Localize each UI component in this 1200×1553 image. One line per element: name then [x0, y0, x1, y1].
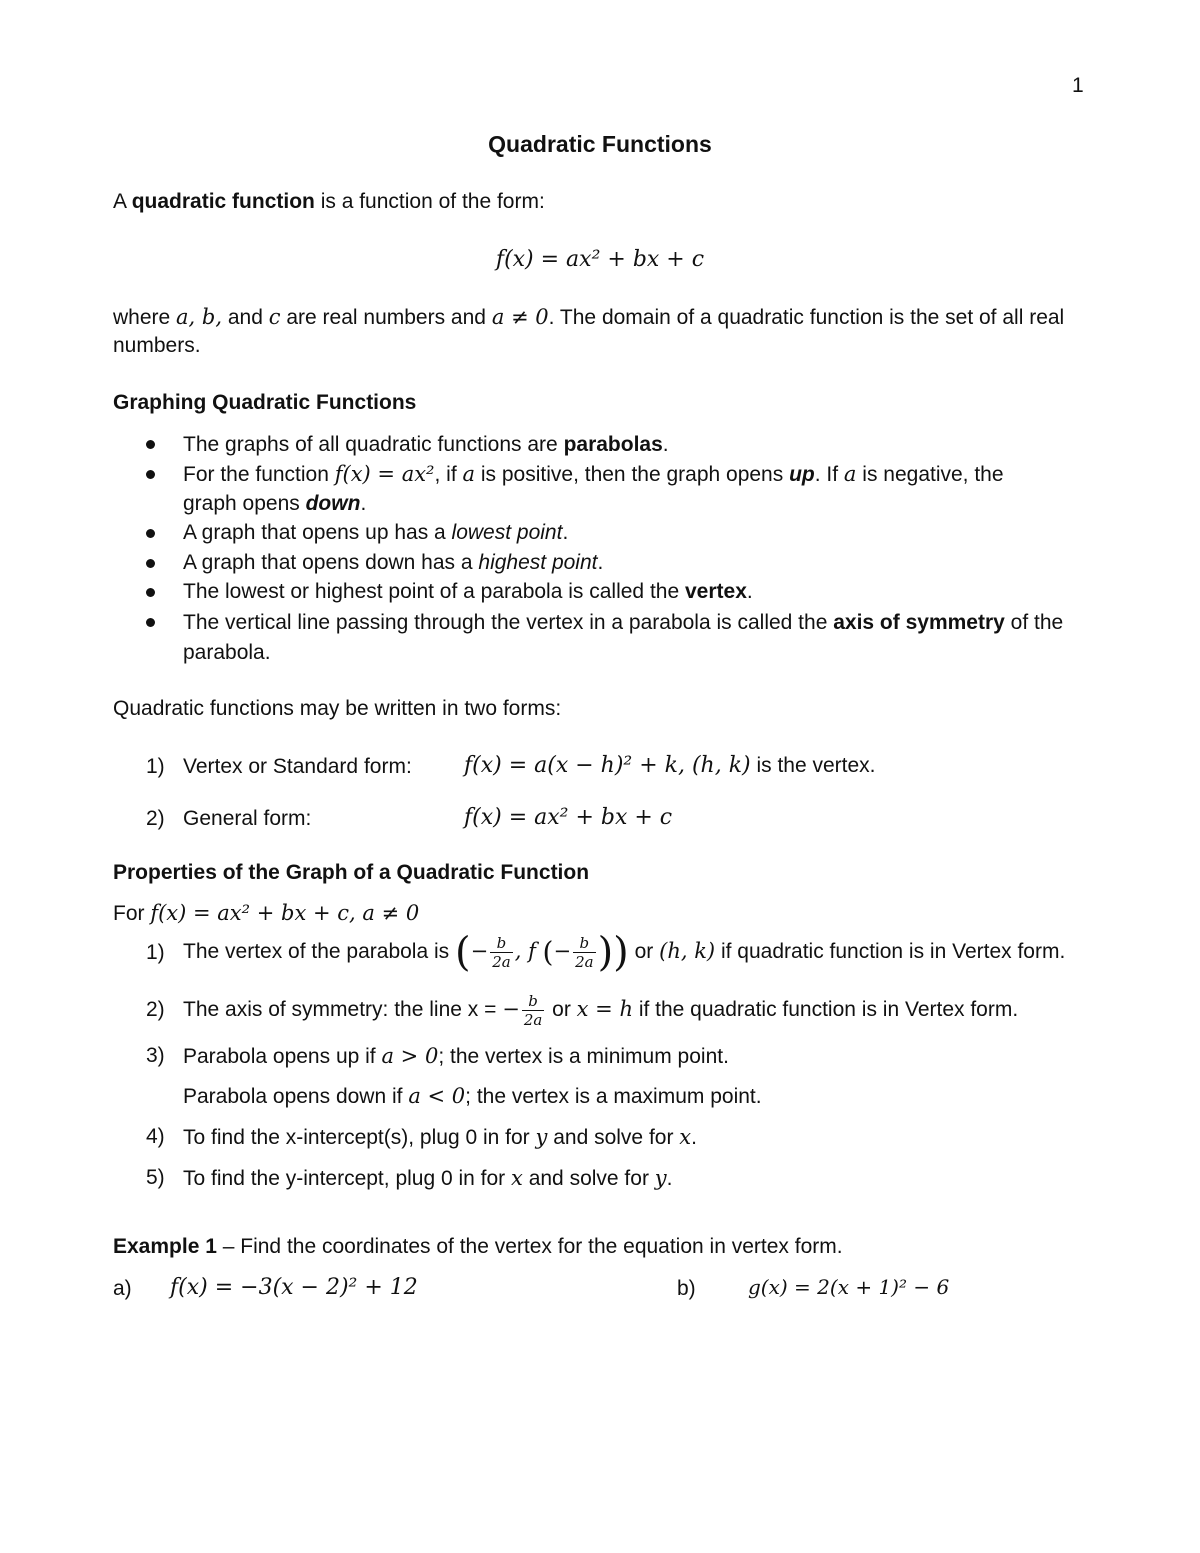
example-a-equation: f(x) = −3(x − 2)² + 12 [170, 1275, 418, 1300]
property-number: 2) [146, 998, 165, 1021]
general-form-label: General form: [183, 807, 312, 830]
bullet-icon [146, 588, 155, 597]
bullet-icon [146, 470, 155, 479]
forms-intro: Quadratic functions may be written in two forms: [113, 697, 562, 720]
bullet-axis-of-symmetry: The vertical line passing through the vertex in a parabola is called the axis of symmetry of the [183, 611, 1064, 634]
bullet-icon [146, 618, 155, 627]
form-number: 1) [146, 755, 165, 778]
bullet-lowest-point: A graph that opens up has a lowest point. [183, 521, 569, 544]
where-line-2: numbers. [113, 334, 201, 357]
bullet-icon [146, 440, 155, 449]
bullet-opens-down-cont: graph opens down. [183, 492, 367, 515]
bullet-icon [146, 559, 155, 568]
property-opens-down: Parabola opens down if a < 0; the vertex is a maximum point. [183, 1084, 762, 1108]
example-b-label: b) [677, 1277, 696, 1300]
vertex-form-label: Vertex or Standard form: [183, 755, 412, 778]
property-vertex: The vertex of the parabola is (− $\frac{b}{2a}$ , f (− $\frac{b}{2a}$ )) or (h, k) if quadratic function is in Vertex form. [183, 929, 1066, 976]
properties-heading: Properties of the Graph of a Quadratic Function [113, 861, 590, 884]
property-axis: The axis of symmetry: the line x = − $\frac{b}{2a}$ or x = h if the quadratic function is in Vertex form. [183, 991, 1019, 1029]
property-number: 4) [146, 1125, 165, 1148]
form-number: 2) [146, 807, 165, 830]
page-title: Quadratic Functions [488, 131, 712, 157]
example-b-equation: g(x) = 2(x + 1)² − 6 [748, 1275, 950, 1299]
where-line-1: where a, b, and c are real numbers and a ≠ 0. The domain of a quadratic function is the set of all real [113, 305, 1065, 329]
property-opens-up: Parabola opens up if a > 0; the vertex is a minimum point. [183, 1044, 729, 1068]
property-number: 1) [146, 941, 165, 964]
property-x-intercept: To find the x-intercept(s), plug 0 in for y and solve for x. [183, 1125, 697, 1149]
graphing-heading: Graphing Quadratic Functions [113, 391, 417, 414]
general-formula: f(x) = ax² + bx + c [495, 247, 705, 272]
property-number: 3) [146, 1044, 165, 1067]
general-form-formula: f(x) = ax² + bx + c [464, 805, 673, 830]
page-number: 1 [1072, 74, 1084, 97]
property-number: 5) [146, 1166, 165, 1189]
example-a-label: a) [113, 1277, 132, 1300]
example-heading: Example 1 – Find the coordinates of the vertex for the equation in vertex form. [113, 1235, 843, 1258]
intro-sentence: A quadratic function is a function of the form: [113, 190, 545, 213]
property-y-intercept: To find the y-intercept, plug 0 in for x and solve for y. [183, 1166, 673, 1190]
properties-for-line: For f(x) = ax² + bx + c, a ≠ 0 [113, 901, 420, 925]
bullet-opens-up-down: For the function f(x) = ax², if a is positive, then the graph opens up. If a is negative, the [183, 462, 1004, 486]
bullet-axis-cont: parabola. [183, 641, 271, 664]
bullet-vertex: The lowest or highest point of a parabola is called the vertex. [183, 580, 753, 603]
term-quadratic-function: quadratic function [131, 190, 315, 213]
vertex-form-formula: f(x) = a(x − h)² + k, (h, k) is the vertex. [464, 753, 876, 778]
bullet-parabolas: The graphs of all quadratic functions are parabolas. [183, 433, 669, 456]
bullet-highest-point: A graph that opens down has a highest point. [183, 551, 604, 574]
bullet-icon [146, 529, 155, 538]
